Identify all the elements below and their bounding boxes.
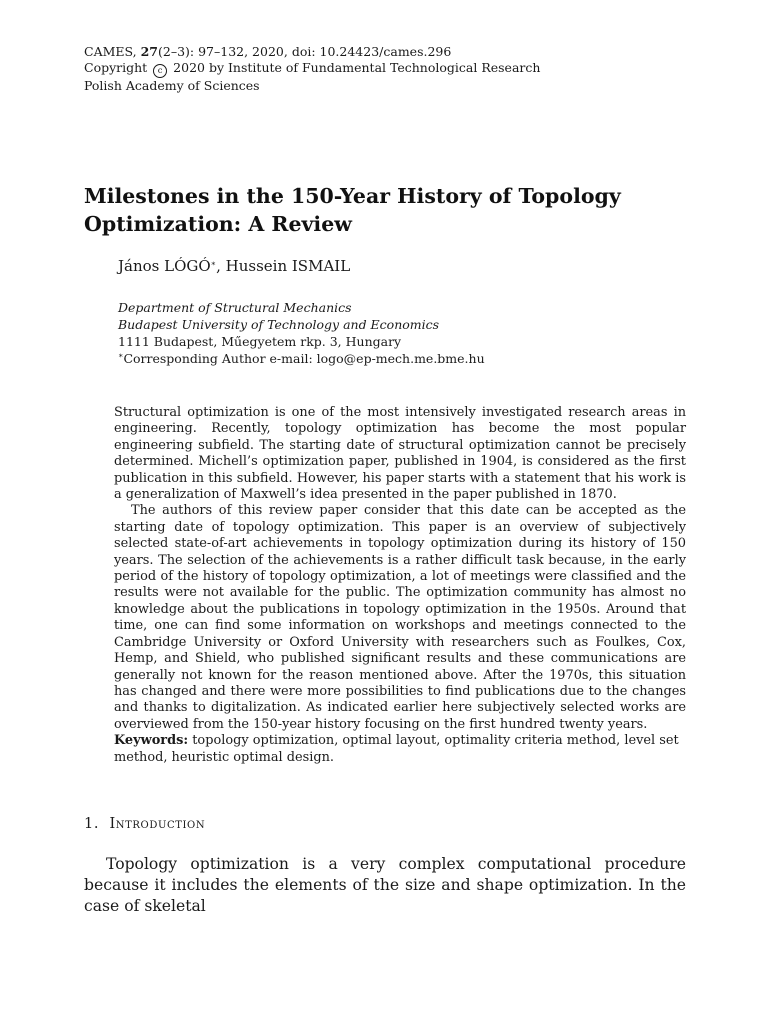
journal-header bbox=[84, 44, 686, 94]
keywords-list: topology optimization, optimal layout, optimality criteria method, level set method, heuristic optimal design. bbox=[114, 733, 679, 765]
abstract-paragraph-2: The authors of this review paper consider that this date can be accepted as the starting date of topology optimization. This paper is an overview of subjectively selected state-of-art achievements in topology optimization during its history of 150 years. The selection of the achievements is a rather difficult task because, in the early period of the history of topology optimization, a lot of meetings were classified and the results were not available for the public. The optimization community has almost no knowledge about the publications in topology optimization in the 1950s. Around that time, one can find some information on workshops and meetings connected to the Cambridge University or Oxford University with researchers such as Foulkes, Cox, Hemp, and Shield, who published significant results and these communications are generally not known for the reason mentioned above. After the 1970s, this situation has changed and there were more possibilities to find publications due to the changes and thanks to digitalization. As indicated earlier here subjectively selected works are overviewed from the 150-year history focusing on the first hundred twenty years. bbox=[114, 503, 686, 732]
corresponding-mark: ∗ bbox=[210, 259, 217, 268]
journal-citation bbox=[84, 44, 686, 60]
journal-volume: 27 bbox=[140, 44, 158, 59]
section-number: 1. bbox=[84, 815, 100, 832]
title-line-2: Optimization: A Review bbox=[84, 212, 352, 236]
copyright-line bbox=[84, 60, 686, 78]
journal-doi: (2–3): 97–132, 2020, doi: 10.24423/cames.296 bbox=[158, 44, 452, 59]
introduction-paragraph: Topology optimization is a very complex computational procedure because it includes the elements of the size and shape optimization. In the case of skeletal bbox=[84, 854, 686, 915]
keywords-label: Keywords: bbox=[114, 733, 189, 749]
address: 1111 Budapest, Műegyetem rkp. 3, Hungary bbox=[118, 334, 402, 349]
copyright-label: Copyright bbox=[84, 60, 148, 75]
section-title: Introduction bbox=[109, 815, 206, 832]
affiliation-block bbox=[84, 299, 686, 367]
author-list bbox=[84, 256, 686, 276]
academy-line: Polish Academy of Sciences bbox=[84, 78, 260, 93]
paper-page bbox=[84, 44, 686, 933]
abstract-paragraph-1: Structural optimization is one of the most intensively investigated research areas in engineering. Recently, topology optimization has become the most popular engineering subfield. The starting date of structural optimization cannot be precisely determined. Michell’s optimization paper, published in 1904, is considered as the first publication in this subfield. However, his paper starts with a statement that his work is a generalization of Maxwell’s idea presented in the paper published in 1870. bbox=[114, 405, 686, 503]
author-1: János LÓGÓ bbox=[118, 257, 211, 275]
journal-name: CAMES, bbox=[84, 44, 141, 59]
section-heading-introduction bbox=[84, 814, 686, 834]
author-separator: , bbox=[216, 257, 226, 275]
department: Department of Structural Mechanics bbox=[118, 300, 352, 315]
university: Budapest University of Technology and Economics bbox=[118, 317, 440, 332]
keywords bbox=[114, 733, 686, 766]
corresponding-email: Corresponding Author e-mail: logo@ep-mech.me.bme.hu bbox=[123, 351, 485, 366]
title-line-1: Milestones in the 150-Year History of Topology bbox=[84, 184, 621, 208]
copyright-icon: c bbox=[153, 64, 167, 78]
corresponding-footnote-mark: ∗ bbox=[118, 351, 124, 360]
corresponding-author bbox=[118, 350, 686, 367]
copyright-text: 2020 by Institute of Fundamental Technological Research bbox=[173, 60, 541, 75]
author-2: Hussein ISMAIL bbox=[225, 257, 351, 275]
paper-title bbox=[84, 182, 686, 238]
abstract bbox=[84, 405, 686, 766]
